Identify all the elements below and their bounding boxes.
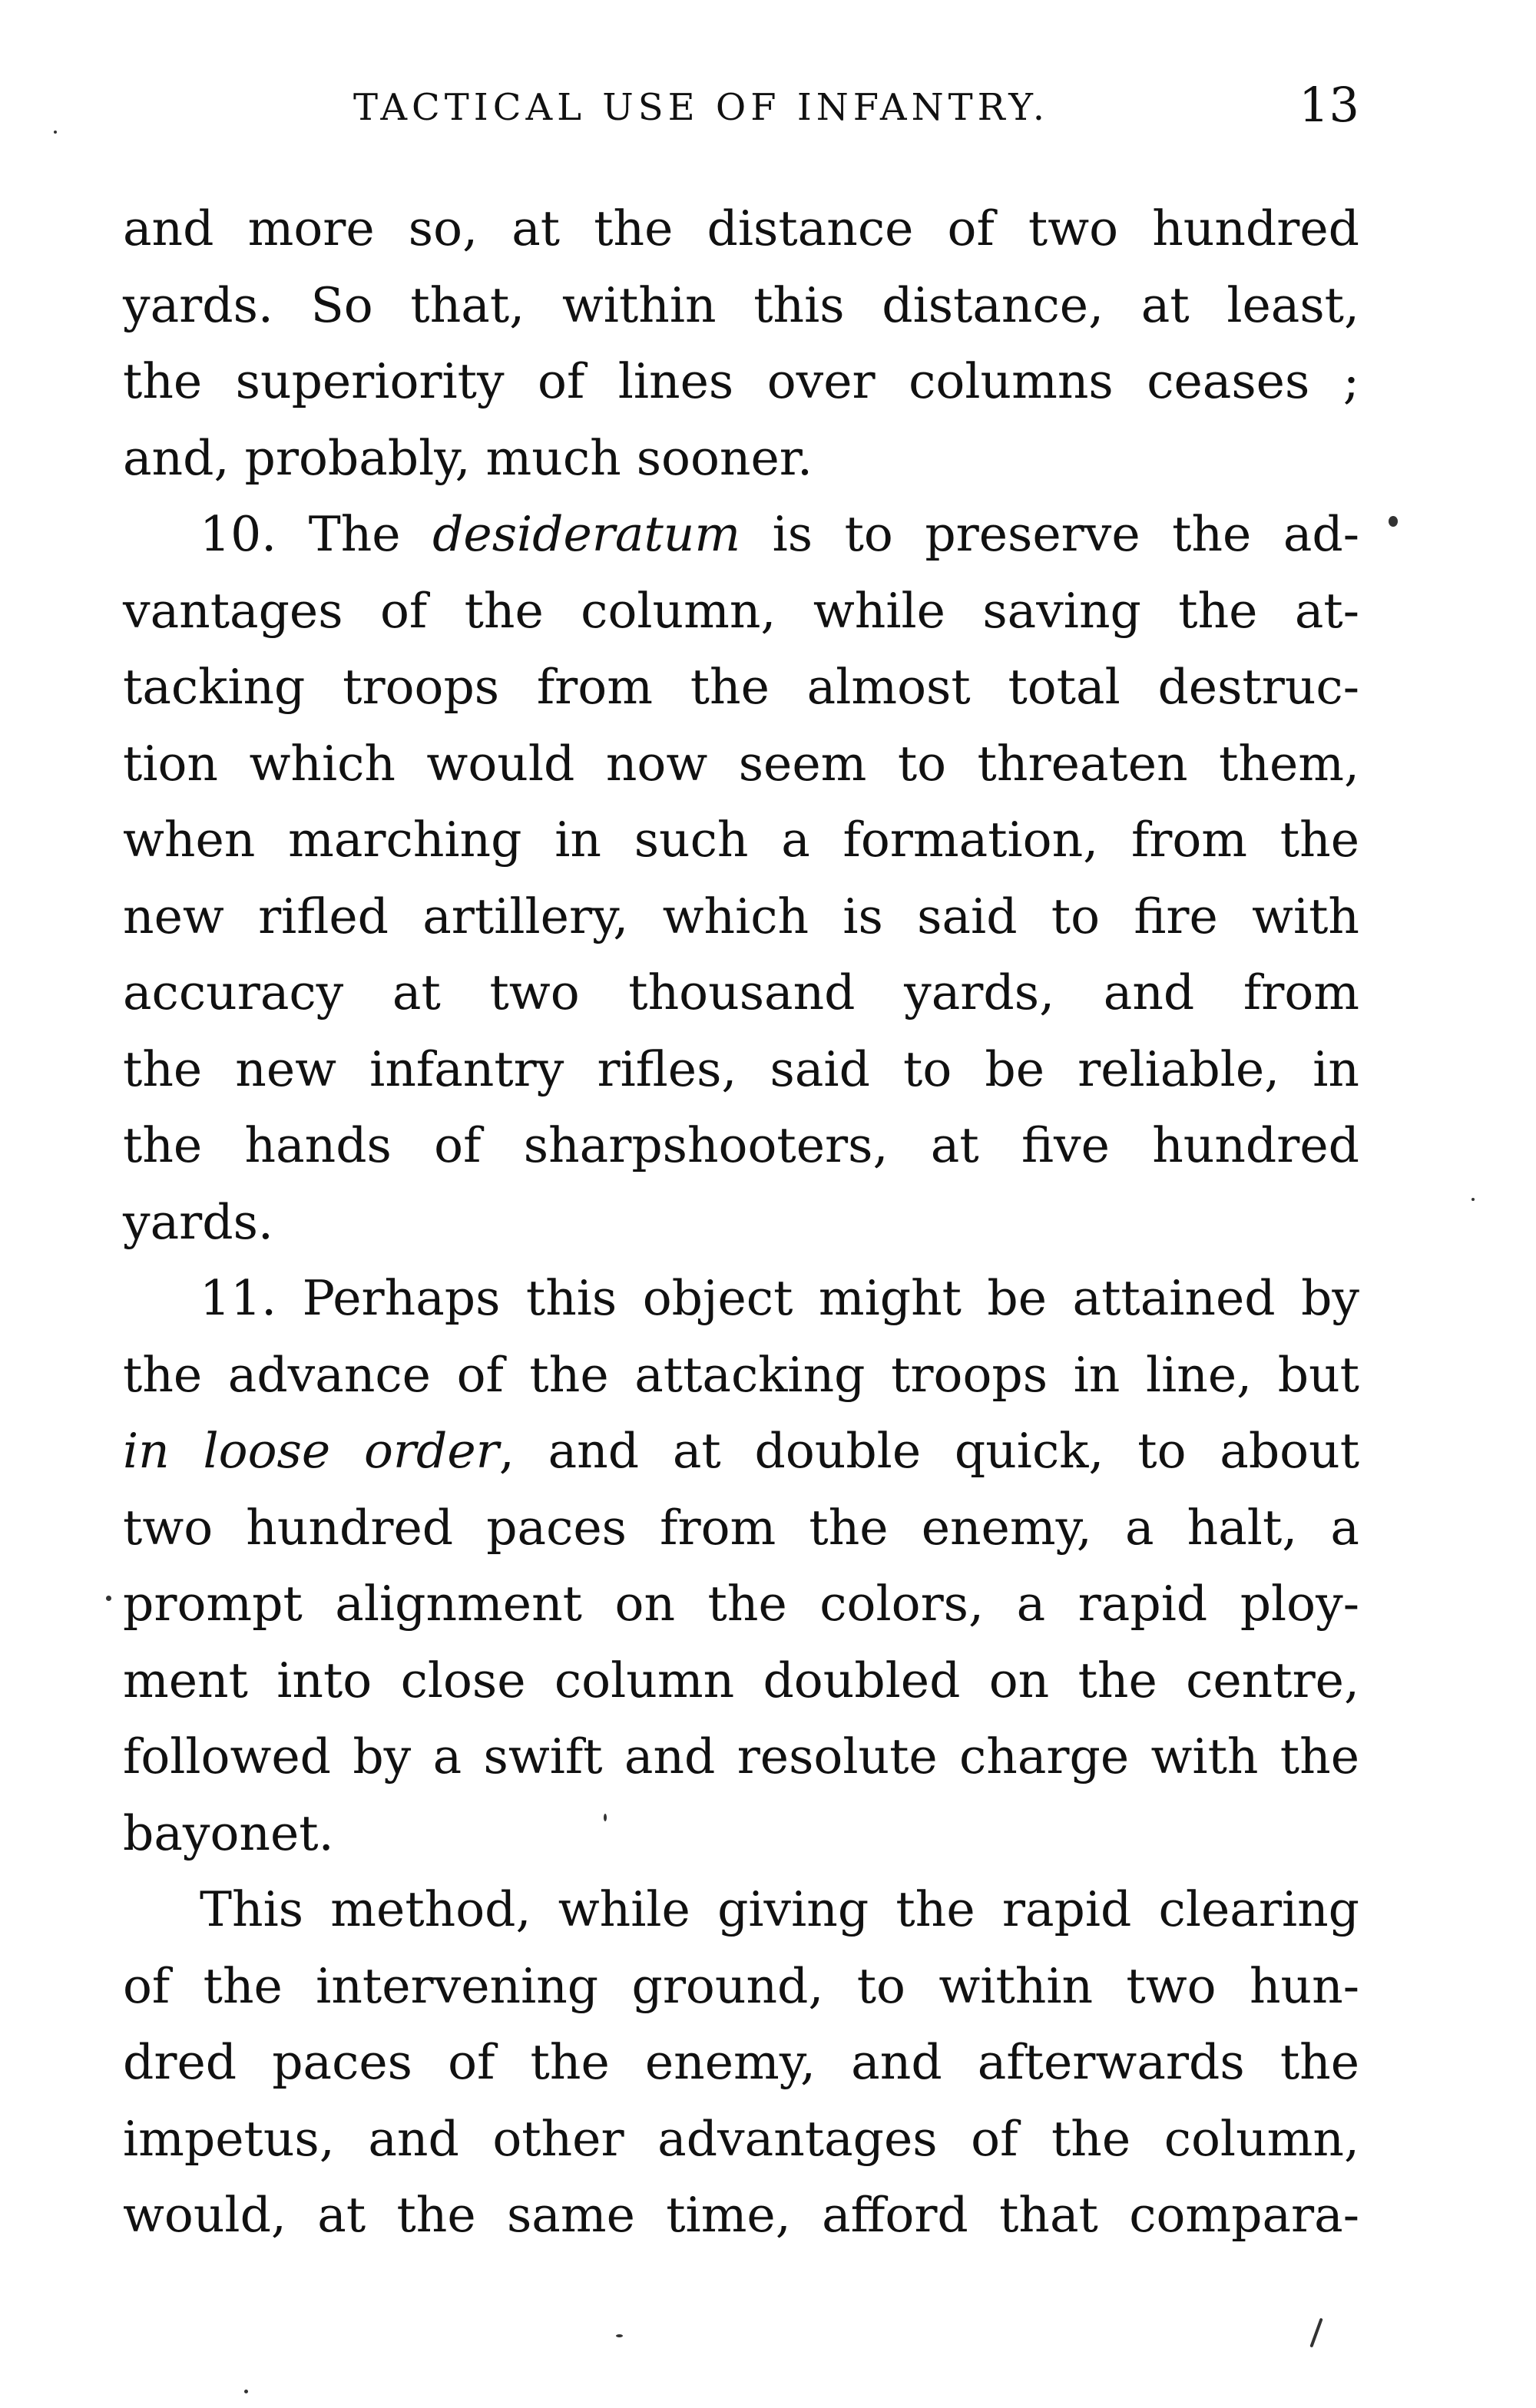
text-line: accuracy at two thousand yards, and from [123, 964, 1359, 1020]
scan-speck [604, 1814, 607, 1821]
italic-desideratum: desideratum [432, 506, 741, 562]
text-line: followed by a swift and resolute charge with the [123, 1728, 1359, 1784]
running-head [123, 77, 1359, 138]
text-line: the advance of the attacking troops in line, but [123, 1346, 1359, 1403]
scan-speck [106, 1596, 111, 1601]
scan-speck [1471, 1198, 1475, 1201]
paragraph-11-start: 11. Perhaps this object might be attained by [200, 1270, 1359, 1326]
italic-in-loose-order: in loose order [123, 1423, 499, 1479]
text-line: and more so, at the distance of two hundred [123, 200, 1359, 256]
text-line: the hands of sharpshooters, at five hundred [123, 1117, 1359, 1173]
body-text [123, 190, 1359, 2254]
text-line: vantages of the column, while saving the at- [123, 582, 1359, 639]
text-line: the new infantry rifles, said to be reliable, in [123, 1040, 1359, 1097]
running-title: TACTICAL USE OF INFANTRY. [353, 86, 1050, 129]
text-line: dred paces of the enemy, and afterwards the [123, 2034, 1359, 2090]
text-line: when marching in such a formation, from the [123, 812, 1359, 868]
scan-speck [1309, 2318, 1322, 2348]
text-line: would, at the same time, afford that compara- [123, 2187, 1359, 2243]
text-line: two hundred paces from the enemy, a halt, a [123, 1499, 1359, 1556]
text-line: yards. [123, 1193, 273, 1250]
paragraph-method-start: This method, while giving the rapid clearing [200, 1881, 1359, 1937]
text-line: tion which would now seem to threaten them, [123, 735, 1359, 792]
text-line: new rifled artillery, which is said to fire with [123, 888, 1359, 944]
text-line: of the intervening ground, to within two hun- [123, 1957, 1359, 2014]
text-line: the superiority of lines over columns ceases ; [123, 353, 1359, 409]
text-line: ment into close column doubled on the centre, [123, 1652, 1359, 1708]
paragraph-10-start: 10. The desideratum is to preserve the ad- [200, 506, 1359, 562]
text-line: and, probably, much sooner. [123, 429, 813, 486]
text-line: impetus, and other advantages of the column, [123, 2110, 1359, 2167]
text-line: yards. So that, within this distance, at least, [123, 276, 1359, 333]
scan-speck [244, 2390, 248, 2393]
text-line: bayonet. [123, 1804, 334, 1861]
scan-speck [54, 131, 57, 134]
page-number: 13 [1299, 77, 1359, 133]
text-line: prompt alignment on the colors, a rapid ploy- [123, 1576, 1359, 1632]
text-line: in loose order, and at double quick, to about [123, 1423, 1360, 1479]
scan-speck [1389, 516, 1398, 527]
scan-speck [616, 2334, 623, 2337]
text-line: tacking troops from the almost total destruc- [123, 659, 1359, 715]
